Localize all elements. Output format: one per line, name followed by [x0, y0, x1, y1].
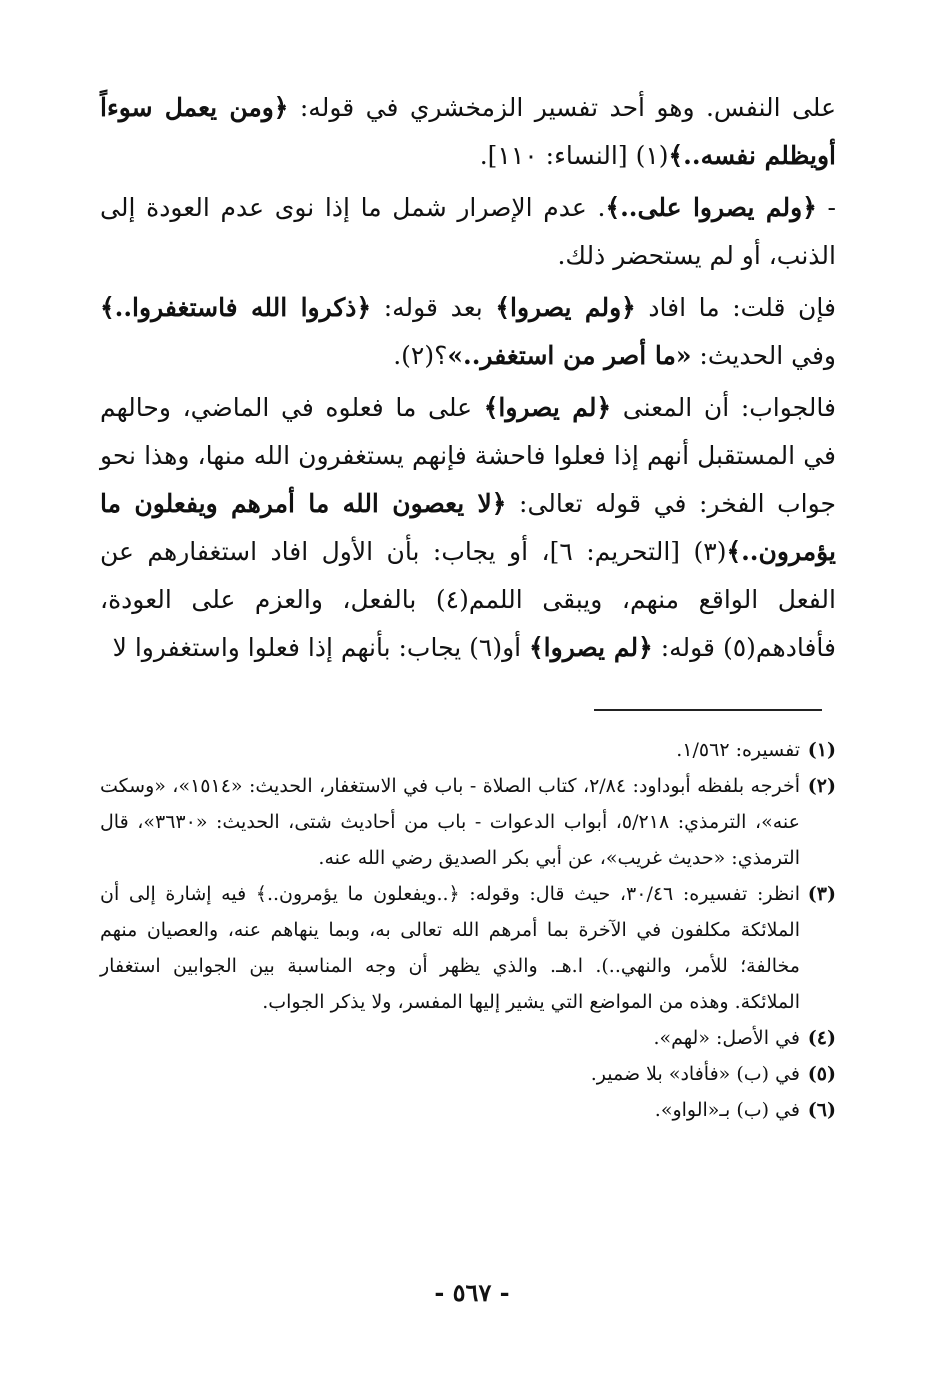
footnotes — [100, 732, 836, 1128]
text-run: . عدم الإصرار شمل ما إذا نوى عدم العودة إلى الذنب، أو لم يستحضر ذلك. — [100, 193, 836, 270]
text-run: فالجواب: أن المعنى — [611, 393, 836, 422]
text-run: - — [816, 193, 836, 222]
footnote-text: في الأصل: «لهم». — [653, 1027, 800, 1049]
footnote — [100, 732, 836, 768]
quran-quote: ﴿لا يعصون الله ما أمرهم ويفعلون ما يؤمرون..﴾ — [100, 489, 836, 566]
footnote-number: (٣) — [807, 883, 836, 905]
footnote-text: في (ب) «فأفاد» بلا ضمير. — [590, 1063, 800, 1085]
quran-quote: ﴿ومن يعمل سوءاً أويظلم نفسه..﴾ — [100, 93, 836, 170]
footnote-text: انظر: تفسيره: ٣٠/٤٦، حيث قال: وقوله: ﴿..ويفعلون ما يؤمرون..﴾ فيه إشارة إلى أن الملائكة مكلفون في الآخرة بما أمرهم الله تعالى به، وبما ينهاهم عنه، والعصيان منهم مخالفة؛ للأمر، والنهي..). ا.هـ. والذي يظهر أن وجه المناسبة بين الجوابين استغفار الملائكة. وهذه من المواضع التي يشير إليها المفسر، ولا يذكر الجواب. — [100, 883, 801, 1013]
footnote — [100, 1020, 836, 1056]
text-run: (٣) [التحريم: ٦]، أو يجاب: بأن الأول افاد استغفارهم عن الفعل الواقع منهم، ويبقى اللمم(٤) بالفعل، والعزم على العودة، فأفادهم(٥) قوله: — [100, 537, 836, 662]
paragraph-3 — [100, 284, 836, 380]
paragraph-4 — [100, 384, 836, 672]
text-run: أو(٦) يجاب: بأنهم إذا فعلوا واستغفروا لا — [112, 633, 530, 662]
quran-quote: ﴿ولم يصروا على..﴾ — [605, 193, 817, 222]
text-run: ؟(٢). — [393, 341, 448, 370]
main-text — [100, 84, 836, 676]
footnote — [100, 1056, 836, 1092]
footnote-number: (٥) — [807, 1063, 836, 1085]
footnote-text: أخرجه بلفظه أبوداود: ٢/٨٤، كتاب الصلاة - باب في الاستغفار، الحديث: «١٥١٤»، «وسكت عنه»، الترمذي: ٥/٢١٨، أبواب الدعوات - باب من أحاديث شتى، الحديث: «٣٦٣٠»، قال الترمذي: «حديث غريب»، عن أبي بكر الصديق رضي الله عنه. — [100, 775, 800, 869]
text-run: وفي الحديث: — [691, 341, 836, 370]
footnote-number: (٢) — [807, 775, 836, 797]
footnote-text: تفسيره: ١/٥٦٢. — [676, 739, 800, 761]
footnote-number: (١) — [807, 739, 836, 761]
footnote-number: (٦) — [807, 1099, 836, 1121]
footnote — [100, 1092, 836, 1128]
text-run: على النفس. وهو أحد تفسير الزمخشري في قوله: — [288, 93, 836, 122]
paragraph-1 — [100, 84, 836, 180]
text-run: (١) [النساء: ١١٠]. — [479, 141, 669, 170]
text-run: على ما فعلوه في الماضي، وحالهم في المستقبل أنهم إذا فعلوا فاحشة فإنهم يستغفرون الله منها، وهذا نحو جواب الفخر: في قوله تعالى: — [100, 393, 836, 518]
footnote-number: (٤) — [807, 1027, 836, 1049]
page-number: - ٥٦٧ - — [434, 1278, 510, 1307]
footnote — [100, 876, 836, 1020]
text-run: فإن قلت: ما افاد — [635, 293, 836, 322]
footnote-text: في (ب) بـ«الواو». — [654, 1099, 800, 1121]
paragraph-2 — [100, 184, 836, 280]
footnote — [100, 768, 836, 876]
quran-quote: ﴿ولم يصروا﴾ — [495, 293, 636, 322]
quran-quote: ﴿لم يصروا﴾ — [483, 393, 612, 422]
footnote-separator — [594, 709, 822, 711]
hadith-quote: «ما أصر من استغفر..» — [447, 341, 692, 370]
quran-quote: ﴿ذكروا الله فاستغفروا..﴾ — [100, 293, 372, 322]
quran-quote: ﴿لم يصروا﴾ — [529, 633, 653, 662]
text-run: بعد قوله: — [371, 293, 496, 322]
